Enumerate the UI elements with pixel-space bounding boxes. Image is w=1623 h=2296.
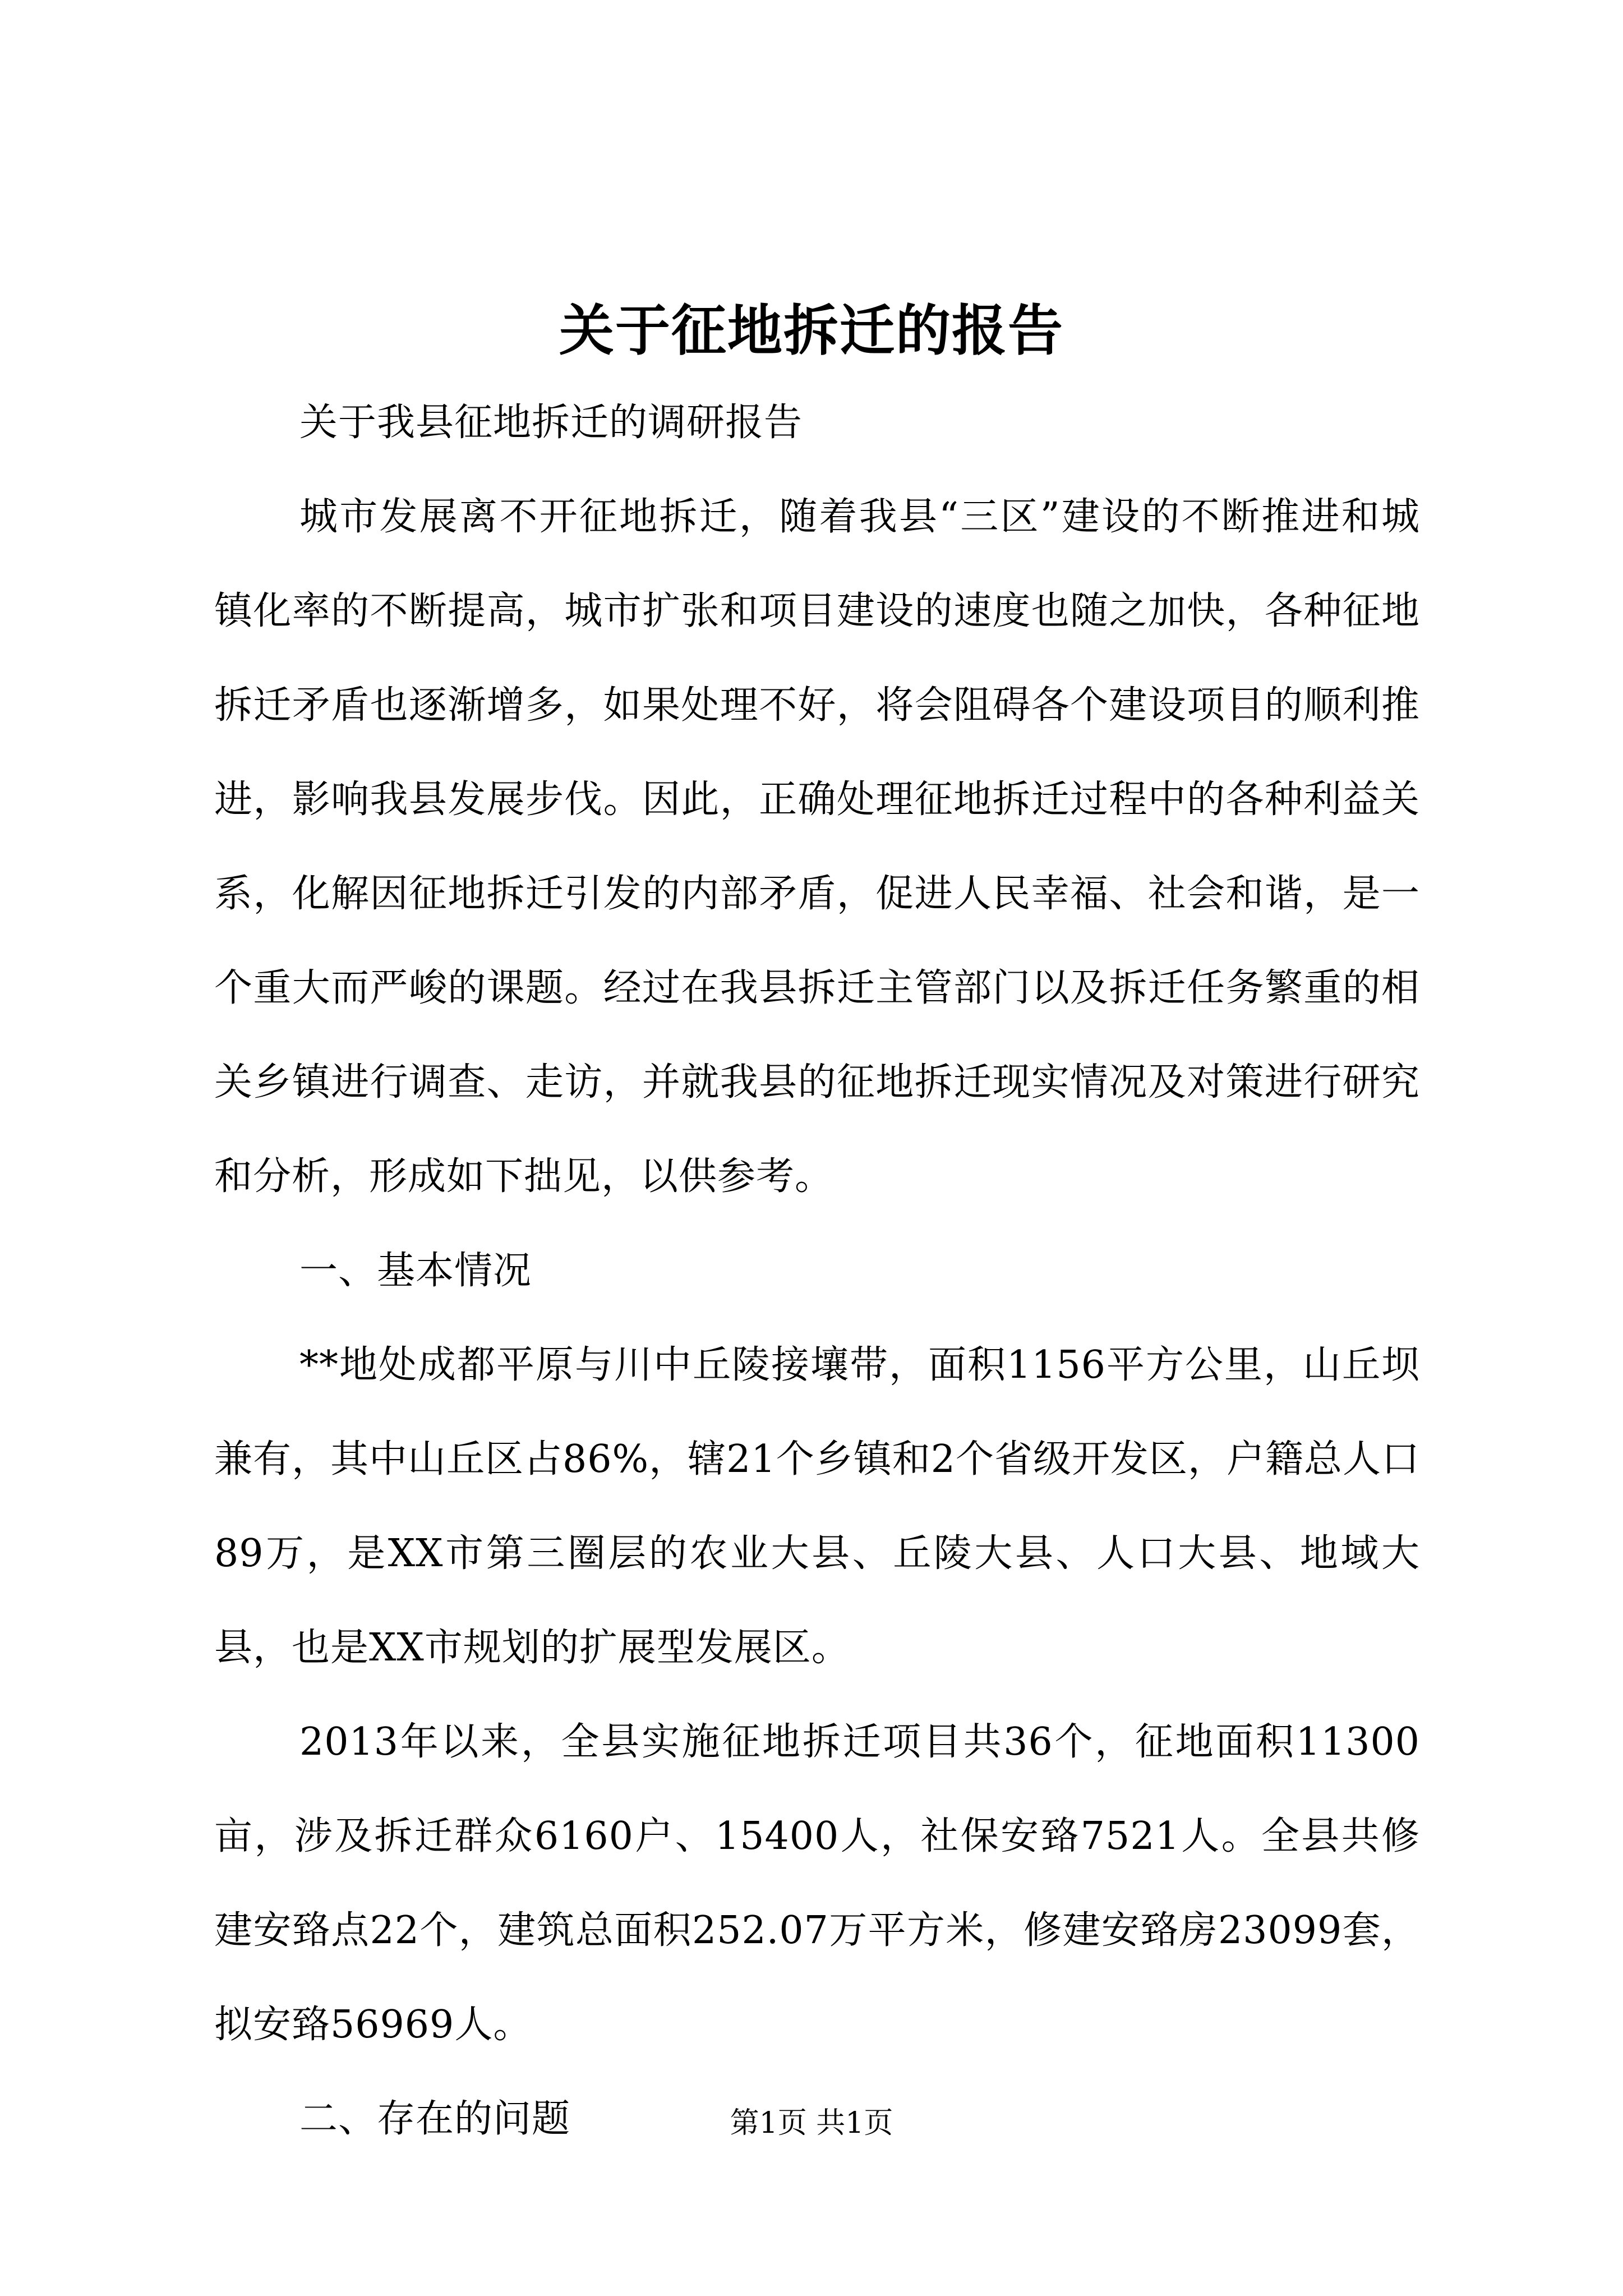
section-heading-basic-situation: 一、基本情况 bbox=[299, 1249, 532, 1293]
section-heading-problems: 二、存在的问题 bbox=[299, 2097, 571, 2141]
document-title: 关于征地拆迁的报告 bbox=[559, 298, 1064, 363]
report-subtitle: 关于我县征地拆迁的调研报告 bbox=[299, 401, 803, 445]
document-body bbox=[214, 376, 1420, 2166]
intro-paragraph: 城市发展离不开征地拆迁，随着我县“三区”建设的不断推进和城镇化率的不断提高，城市扩张和项目建设的速度也随之加快，各种征地拆迁矛盾也逐渐增多，如果处理不好，将会阻碍各个建设项目的顺利推进，影响我县发展步伐。因此，正确处理征地拆迁过程中的各种利益关系，化解因征地拆迁引发的内部矛盾，促进人民幸福、社会和谐，是一个重大而严峻的课题。经过在我县拆迁主管部门以及拆迁任务繁重的相关乡镇进行调查、走访，并就我县的征地拆迁现实情况及对策进行研究和分析，形成如下拙见，以供参考。 bbox=[214, 495, 1420, 1199]
statistics-paragraph: 2013年以来，全县实施征地拆迁项目共36个，征地面积11300亩，涉及拆迁群众6160户、15400人，社保安臵7521人。全县共修建安臵点22个，建筑总面积252.07万平方米，修建安臵房23099套，拟安臵56969人。 bbox=[214, 1720, 1420, 2047]
basic-situation-paragraph: **地处成都平原与川中丘陵接壤带，面积1156平方公里，山丘坝兼有，其中山丘区占86%，辖21个乡镇和2个省级开发区，户籍总人口89万，是XX市第三圈层的农业大县、丘陵大县、人口大县、地域大县，也是XX市规划的扩展型发展区。 bbox=[214, 1343, 1420, 1670]
page-footer: 第1页 共1页 bbox=[730, 2106, 893, 2140]
